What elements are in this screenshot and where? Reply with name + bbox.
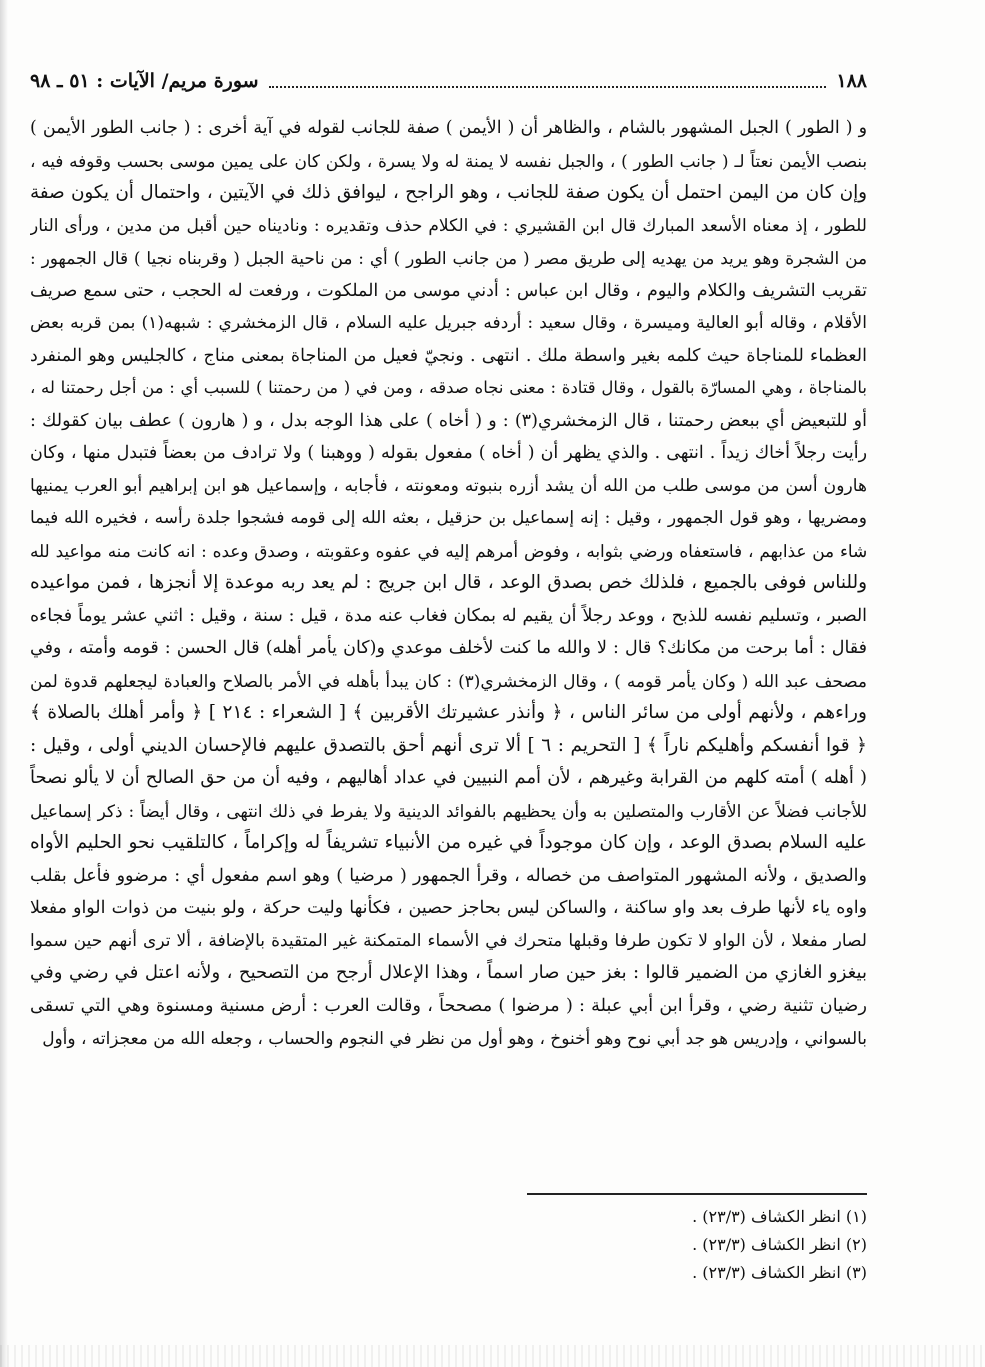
text-line: للأجانب فضلاً عن الأقارب والمتصلين به وأن يحظيهم بالفوائد الدينية ولا يفرط في ذلك انتهى ، وقال أيضاً : ذكر إسماعيل	[30, 800, 867, 821]
running-title: سورة مريم/ الآيات : ٥١ ـ ٩٨	[30, 70, 259, 92]
text-line: لصار مفعلا ، لأن الواو لا تكون طرفا وقبلها متحرك في الأسماء المتمكنة غير المتقيدة بالإضافة ، ألا ترى أنهم حين سموا	[30, 930, 867, 951]
text-line: أو للتبعيض أي ببعض رحمتنا ، قال الزمخشري(٣) : و ( أخاه ) على هذا الوجه بدل ، و ( هارون ) عطف بيان كقولك :	[30, 410, 867, 431]
footnote-item: (١) انظر الكشاف (٢٣/٣) .	[692, 1207, 867, 1226]
text-line: ومضريها ، وهو قول الجمهور ، وقيل : إنه إسماعيل بن حزقيل ، بعثه الله إلى قومه فشجوا جلدة رأسه ، فخيره الله فيما	[30, 508, 867, 528]
page-header	[30, 66, 867, 96]
text-line: مصحف عبد الله ( وكان يأمر قومه ) ، وقال الزمخشري(٣) : كان يبدأ بأهله في الأمر بالصلاح والعبادة ليجعلهم قدوة لمن	[30, 670, 867, 691]
footnote-separator	[527, 1193, 867, 1195]
text-line: وراءهم ، ولأنهم أولى من سائر الناس ، ﴿ وأنذر عشيرتك الأقربين ﴾ [ الشعراء : ٢١٤ ] ﴿ وأمر أهلك بالصلاة ﴾	[30, 702, 867, 723]
text-line: بيغزو الغازي من الضمير قالوا : بغز حين صار اسماً ، وهذا الإعلال أرجح من التصحيح ، ولأنه اعتل في رضي وفي	[30, 962, 867, 983]
text-line: عليه السلام بصدق الوعد ، وإن كان موجوداً في غيره من الأنبياء تشريفاً له وإكراماً ، كالتلقيب نحو الحليم الأواه	[30, 832, 867, 853]
text-line: ﴿ قوا أنفسكم وأهليكم ناراً ﴾ [ التحريم : ٦ ] ألا ترى أنهم أحق بالتصدق عليهم فالإحسان الديني أولى ، وقيل :	[30, 734, 867, 756]
text-line: ( أهله ) أمته كلهم من القرابة وغيرهم ، لأن أمم النبيين في عداد أهاليهم ، وفيه أن من حق الصالح أن لا يألو نصحاً	[30, 767, 867, 788]
text-line: للطور ، إذ معناه الأسعد المبارك قال ابن القشيري : في الكلام حذف وتقديره : وناديناه حين أقبل من مدين ، ورأى النار	[30, 215, 867, 236]
text-line: هارون أسن من موسى طلب من الله أن يشد أزره بنبوته ومعونته ، فأجابه ، وإسماعيل هو ابن إبراهيم أبو العرب يمنيها	[30, 475, 867, 496]
footnote-item: (٣) انظر الكشاف (٢٣/٣) .	[692, 1263, 867, 1282]
text-line: رضيان تثنية رضي ، وقرأ ابن أبي عبلة : ( مرضوا ) مصححاً ، وقالت العرب : أرض مسنية ومسنوة وهي التي تسقى	[30, 995, 867, 1016]
footnotes	[507, 1203, 867, 1287]
text-line: فقال : أما برحت من مكانك؟ قال : لا والله ما كنت لأخلف موعدي و(كان يأمر أهله) قال الحسن : قومه وأمته ، وفي	[30, 638, 867, 658]
main-text-block	[30, 112, 867, 1055]
footnote-item: (٢) انظر الكشاف (٢٣/٣) .	[692, 1235, 867, 1254]
text-line: واوه ياء لأنها طرف بعد واو ساكنة ، والساكن ليس بحاجز حصين ، فكأنها وليت حركة ، ولو بنيت من ذوات الواو مفعلا	[30, 898, 867, 918]
text-line: بالمناجاة ، وهي المسارّة بالقول ، وقال قتادة : معنى نجاه صدقه ، ومن في ( من رحمتنا ) للسبب أي : من أجل رحمتنا له ،	[30, 378, 867, 397]
page-edge-shadow	[0, 0, 8, 1367]
text-line: بنصب الأيمن نعتاً لـ ( جانب الطور ) ، والجبل نفسه لا يمنة له ولا يسرة ، ولكن كان على يمين موسى بحسب وقوفه فيه ،	[30, 150, 867, 171]
text-line: من الشجرة وهو يريد من يهديه إلى طريق مصر ( من جانب الطور ) أي : من ناحية الجبل ( وقربناه نجيا ) قال الجمهور :	[30, 248, 867, 268]
text-line: العظماء للمناجاة حيث كلمه بغير واسطة ملك . انتهى . ونجيّ فعيل من المناجاة بمعنى مناج ، كالجليس وهو المنفرد	[30, 345, 867, 366]
text-line: شاء من عذابهم ، فاستعفاه ورضي بثوابه ، وفوض أمرهم إليه في عفوه وعقوبته ، وصدق وعده : انه كانت منه مواعيد لله	[30, 540, 867, 561]
scan-noise-strip	[0, 1345, 985, 1367]
text-line: الصبر ، وتسليم نفسه للذبح ، ووعد رجلاً أن يقيم له بمكان فغاب عنه مدة ، قيل : سنة ، وقيل : اثني عشر يوماً فجاءه	[30, 605, 867, 626]
page-number: ١٨٨	[836, 70, 867, 92]
text-line: تقريب التشريف والكلام واليوم ، وقال ابن عباس : أدني موسى من الملكوت ، ورفعت له الحجب ، حتى سمع صريف	[30, 280, 867, 301]
dotted-leader	[269, 74, 827, 88]
text-line: الأقلام ، وقاله أبو العالية وميسرة ، وقال سعيد : أردفه جبريل عليه السلام ، قال الزمخشري : شبهه(١) بمن قربه بعض	[30, 313, 867, 333]
text-line: بالسواني ، وإدريس هو جد أبي نوح وهو أخنوخ ، وهو أول من نظر في النجوم والحساب ، وجعله الله من معجزاته ، وأول	[42, 1028, 867, 1048]
text-line: وللناس فوفى بالجميع ، فلذلك خص بصدق الوعد ، قال ابن جريج : لم يعد ربه موعدة إلا أنجزها ، فمن مواعيده	[30, 572, 867, 593]
text-line: رأيت رجلاً أخاك زيداً . انتهى . والذي يظهر أن ( أخاه ) مفعول بقوله ( ووهبنا ) ولا ترادف من بعضاً فتبدل منها ، وكان	[30, 443, 867, 463]
text-line: وإن كان من اليمن احتمل أن يكون صفة للجانب ، وهو الراجح ، ليوافق ذلك في الآيتين ، واحتمال أن يكون صفة	[30, 182, 867, 203]
text-line: والصديق ، ولأنه المشهور المتواصف من خصاله ، وقرأ الجمهور ( مرضيا ) وهو اسم مفعول أي : مرضوو فأعل بقلب	[30, 865, 867, 886]
text-line: و ( الطور ) الجبل المشهور بالشام ، والظاهر أن ( الأيمن ) صفة للجانب لقوله في آية أخرى : ( جانب الطور الأيمن )	[30, 118, 867, 138]
